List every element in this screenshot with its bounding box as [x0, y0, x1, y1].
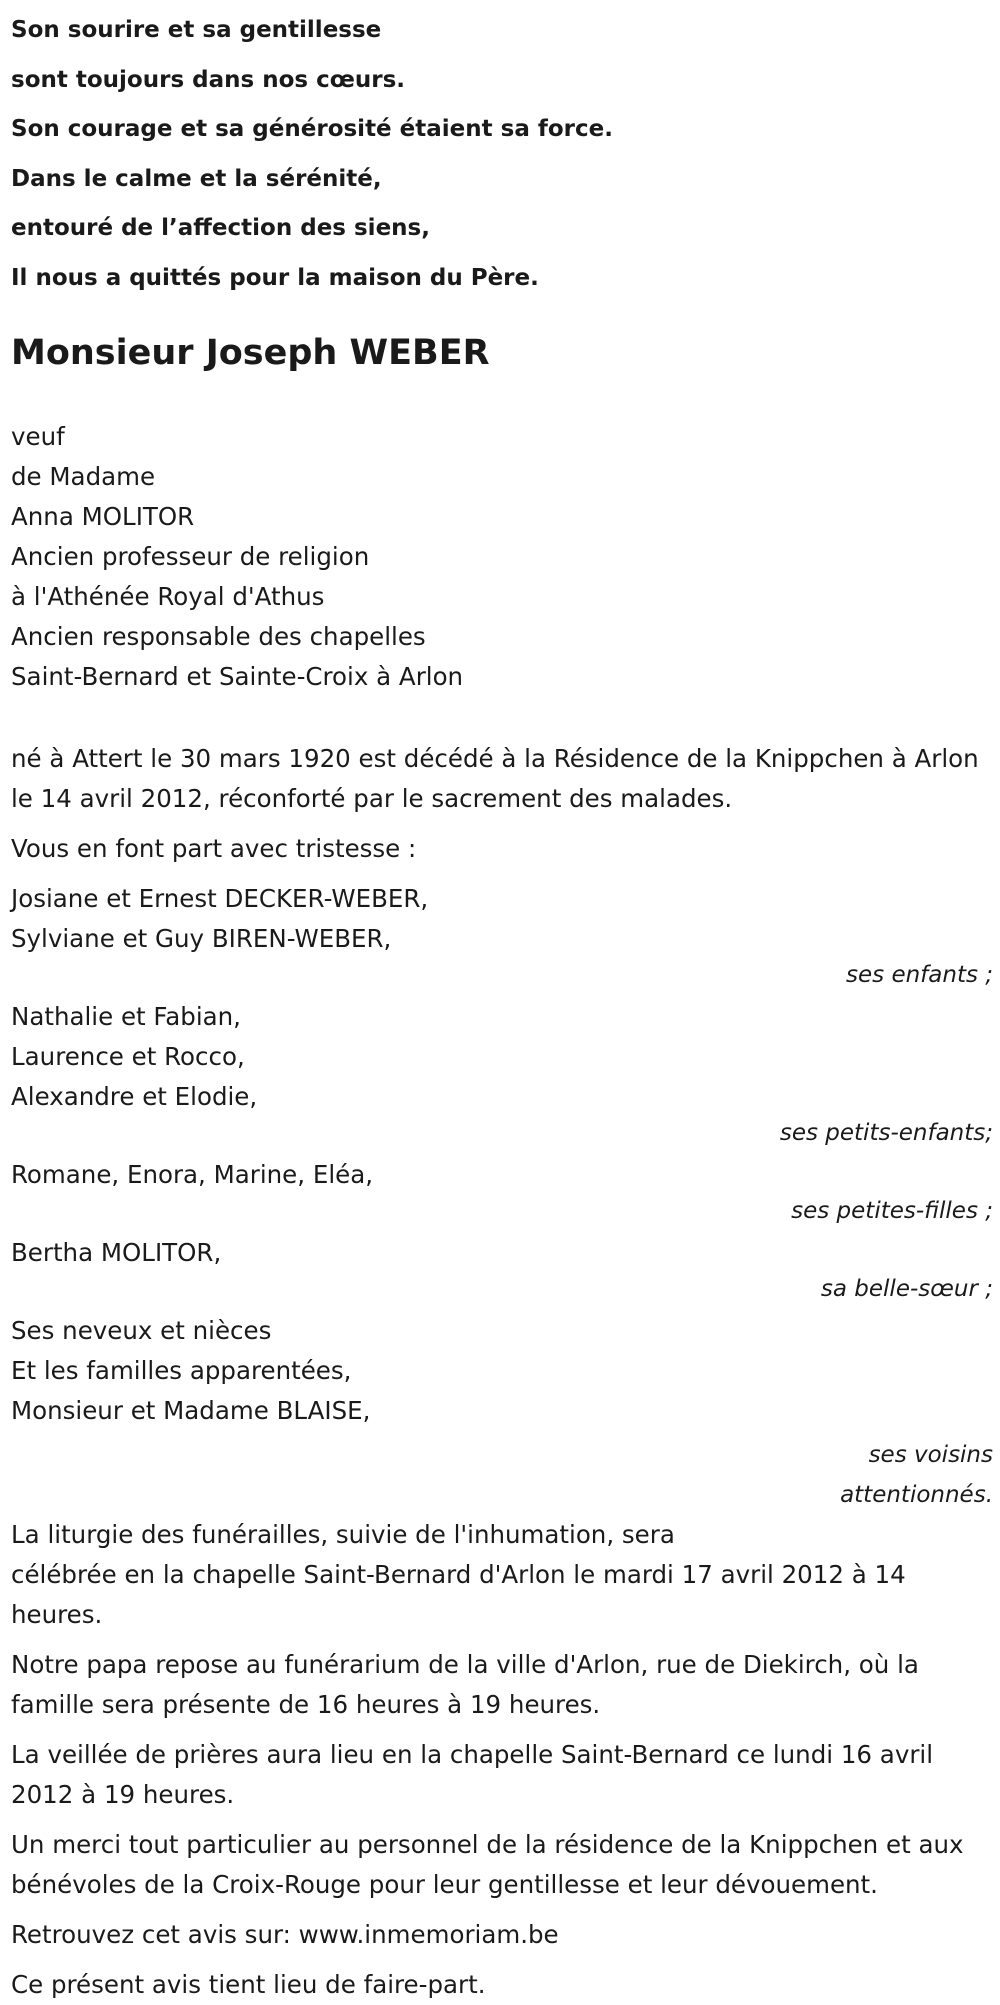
- family-name: Laurence et Rocco,: [11, 1042, 245, 1071]
- family-name: Alexandre et Elodie,: [11, 1082, 258, 1111]
- relation-label-neighbors: [793, 1435, 993, 1515]
- epitaph-line: sont toujours dans nos cœurs.: [11, 66, 406, 93]
- family-name: Ses neveux et nièces: [11, 1316, 272, 1345]
- deceased-name: Monsieur Joseph WEBER: [11, 333, 490, 373]
- info-line: Saint-Bernard et Sainte-Croix à Arlon: [11, 662, 464, 691]
- family-name: Et les familles apparentées,: [11, 1356, 352, 1385]
- epitaph-line: Son sourire et sa gentillesse: [11, 17, 382, 43]
- epitaph-line: Dans le calme et la sérénité,: [11, 165, 382, 192]
- family-great-grandchildren: [11, 1155, 993, 1229]
- death-notice: né à Attert le 30 mars 1920 est décédé à la Résidence de la Knippchen à Arlon le 14 avril 2012, réconforté par le sacrement des malades.: [11, 744, 979, 813]
- info-line: de Madame: [11, 462, 156, 491]
- announcement: Vous en font part avec tristesse :: [11, 834, 417, 863]
- relation-label: ses enfants ;: [846, 962, 993, 988]
- relation-label: ses petites-filles ;: [791, 1198, 993, 1224]
- website-line: Retrouvez cet avis sur: www.inmemoriam.be: [11, 1920, 559, 1949]
- epitaph-line: Son courage et sa générosité étaient sa force.: [11, 116, 613, 142]
- obituary-notice: [11, 0, 993, 2005]
- info-line: veuf: [11, 422, 65, 451]
- relation-label: ses petits-enfants;: [779, 1120, 993, 1146]
- family-name: Sylviane et Guy BIREN-WEBER,: [11, 924, 392, 953]
- family-name: Bertha MOLITOR,: [11, 1238, 222, 1267]
- relation-label: sa belle-sœur ;: [820, 1276, 993, 1302]
- thanks: Un merci tout particulier au personnel de la résidence de la Knippchen et aux bénévoles de la Croix-Rouge pour leur gentillesse et leur dévouement.: [11, 1830, 964, 1899]
- closing-line: Ce présent avis tient lieu de faire-part.: [11, 1970, 486, 1999]
- funeral-rest: célébrée en la chapelle Saint-Bernard d'Arlon le mardi 17 avril 2012 à 14 heures.: [11, 1560, 906, 1629]
- funeral-first-line: La liturgie des funérailles, suivie de l'inhumation, sera: [11, 1520, 675, 1549]
- epitaph: [11, 0, 993, 303]
- epitaph-line: entouré de l’affection des siens,: [11, 215, 430, 241]
- info-line: à l'Athénée Royal d'Athus: [11, 582, 325, 611]
- info-line: Ancien responsable des chapelles: [11, 622, 426, 651]
- family-name: Romane, Enora, Marine, Eléa,: [11, 1160, 373, 1189]
- funeral-info: [11, 1515, 993, 1635]
- info-line: Anna MOLITOR: [11, 502, 195, 531]
- info-line: Ancien professeur de religion: [11, 542, 370, 571]
- family-name: Josiane et Ernest DECKER-WEBER,: [11, 884, 429, 913]
- deceased-info: [11, 417, 993, 697]
- epitaph-line: Il nous a quittés pour la maison du Père.: [11, 264, 539, 291]
- vigil-info: La veillée de prières aura lieu en la chapelle Saint-Bernard ce lundi 16 avril 2012 à 19 heures.: [11, 1740, 934, 1809]
- family-children: [11, 879, 993, 993]
- family-grandchildren: [11, 997, 993, 1151]
- relation-line: ses voisins: [868, 1442, 993, 1468]
- family-name: Nathalie et Fabian,: [11, 1002, 241, 1031]
- relation-line: attentionnés.: [840, 1482, 993, 1508]
- repose-info: Notre papa repose au funérarium de la ville d'Arlon, rue de Diekirch, où la famille sera présente de 16 heures à 19 heures.: [11, 1650, 919, 1719]
- family-name: Monsieur et Madame BLAISE,: [11, 1396, 371, 1425]
- family-sister-in-law: [11, 1233, 993, 1307]
- family-others: [11, 1311, 993, 1508]
